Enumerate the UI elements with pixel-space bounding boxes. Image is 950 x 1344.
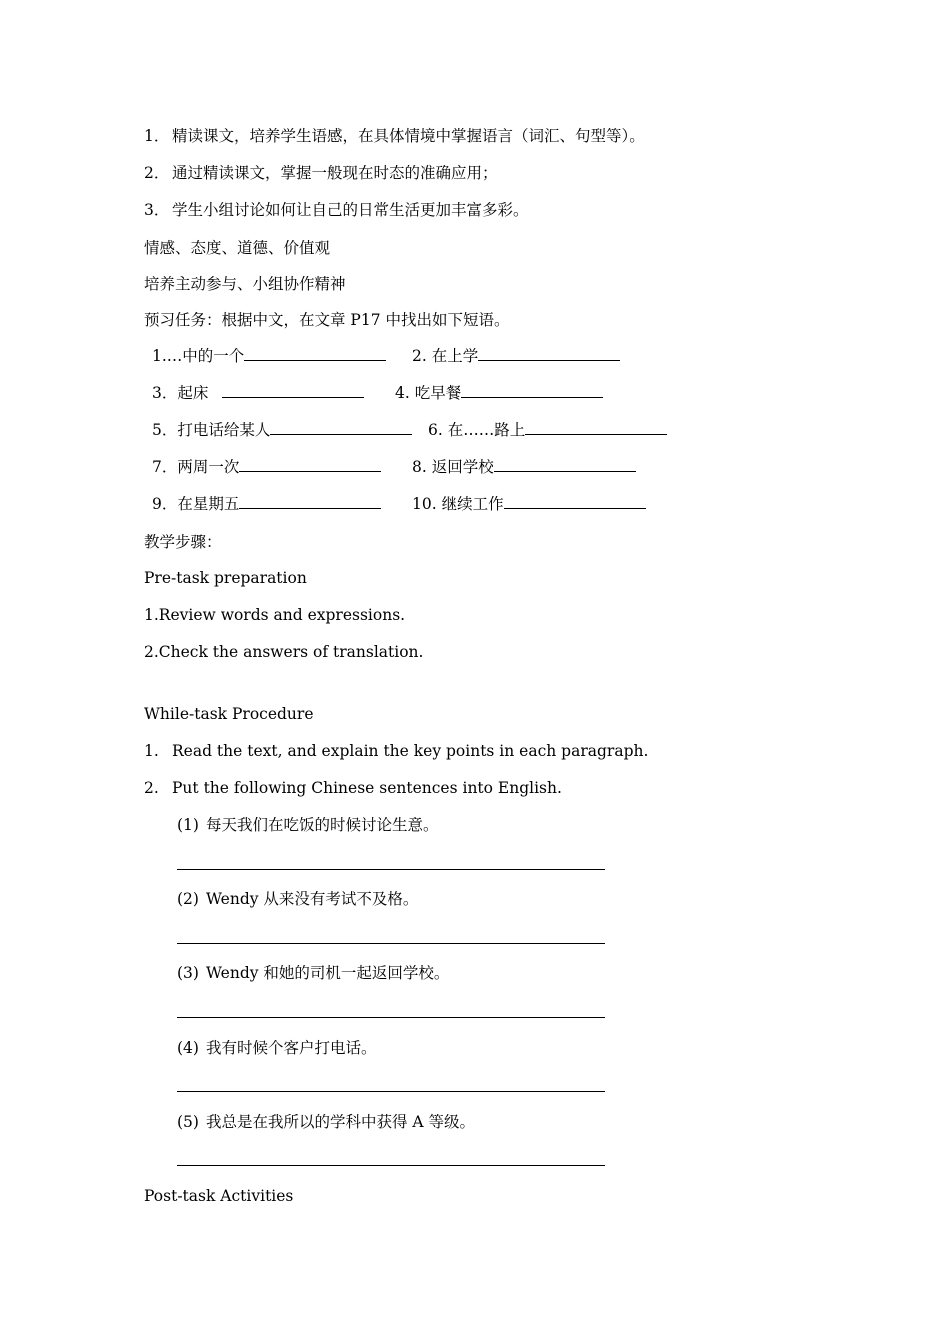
phrase-number: 4. xyxy=(395,384,410,402)
answer-line-4[interactable] xyxy=(177,1091,605,1092)
while-task-title: While-task Procedure xyxy=(144,705,314,723)
pre-task-item-2: 2.Check the answers of translation. xyxy=(144,643,424,661)
item-number: 1. xyxy=(144,742,159,760)
phrase-item-6 xyxy=(428,420,667,440)
sentence-number: (3) xyxy=(177,964,199,982)
sentence-2 xyxy=(177,889,418,909)
pre-task-item-1: 1.Review words and expressions. xyxy=(144,606,406,624)
phrase-item-4 xyxy=(395,383,603,403)
phrase-number: 5． xyxy=(152,421,178,439)
sentence-number: (4) xyxy=(177,1039,199,1057)
sentence-number: (5) xyxy=(177,1113,199,1131)
phrase-item-8 xyxy=(412,457,636,477)
sentence-3 xyxy=(177,963,449,983)
while-task-item-2 xyxy=(144,778,562,798)
phrase-item-1 xyxy=(152,346,386,366)
phrase-item-5 xyxy=(152,420,412,440)
objective-3 xyxy=(144,200,529,220)
item-text: Put the following Chinese sentences into English. xyxy=(172,779,562,797)
phrase-text: …中的一个 xyxy=(166,347,245,365)
phrase-text: 继续工作 xyxy=(441,495,504,513)
sentence-1 xyxy=(177,815,439,835)
answer-blank[interactable] xyxy=(239,494,381,509)
phrase-text: 返回学校 xyxy=(431,458,494,476)
sentence-text: 我总是在我所以的学科中获得 A 等级。 xyxy=(206,1113,476,1131)
answer-blank[interactable] xyxy=(504,494,646,509)
answer-blank[interactable] xyxy=(222,383,364,398)
sentence-text: 我有时候个客户打电话。 xyxy=(206,1039,377,1057)
phrase-text: 起床 xyxy=(177,384,209,402)
sentence-number: (1) xyxy=(177,816,199,834)
answer-line-5[interactable] xyxy=(177,1165,605,1166)
phrase-item-9 xyxy=(152,494,381,514)
emotion-heading: 情感、态度、道德、价值观 xyxy=(144,239,331,257)
objective-1 xyxy=(144,126,645,146)
phrase-number: 9． xyxy=(152,495,178,513)
phrase-item-7 xyxy=(152,457,381,477)
objective-2 xyxy=(144,163,498,183)
sentence-text: 每天我们在吃饭的时候讨论生意。 xyxy=(206,816,439,834)
phrase-number: 3． xyxy=(152,384,178,402)
sentence-4 xyxy=(177,1038,377,1058)
phrase-text: 在星期五 xyxy=(177,495,240,513)
phrase-number: 7． xyxy=(152,458,178,476)
phrase-number: 8. xyxy=(412,458,427,476)
answer-blank[interactable] xyxy=(478,346,620,361)
sentence-text: Wendy 和她的司机一起返回学校。 xyxy=(206,964,450,982)
item-text: Read the text, and explain the key points in each paragraph. xyxy=(172,742,649,760)
phrase-text: 打电话给某人 xyxy=(177,421,271,439)
phrase-number: 6. xyxy=(428,421,443,439)
sentence-5 xyxy=(177,1112,475,1132)
objective-number: 3． xyxy=(144,201,170,219)
phrase-number: 10. xyxy=(412,495,437,513)
answer-blank[interactable] xyxy=(239,457,381,472)
answer-blank[interactable] xyxy=(525,420,667,435)
post-task-title: Post-task Activities xyxy=(144,1187,294,1205)
phrase-number: 2. xyxy=(412,347,427,365)
answer-line-1[interactable] xyxy=(177,869,605,870)
phrase-text: 在……路上 xyxy=(447,421,526,439)
objective-number: 1． xyxy=(144,127,170,145)
steps-heading: 教学步骤： xyxy=(144,533,222,551)
pre-task-title: Pre-task preparation xyxy=(144,569,307,587)
answer-line-3[interactable] xyxy=(177,1017,605,1018)
answer-blank[interactable] xyxy=(461,383,603,398)
objective-text: 学生小组讨论如何让自己的日常生活更加丰富多彩。 xyxy=(172,201,529,219)
objective-number: 2． xyxy=(144,164,170,182)
item-number: 2. xyxy=(144,779,159,797)
phrase-text: 两周一次 xyxy=(177,458,240,476)
objective-text: 通过精读课文，掌握一般现在时态的准确应用； xyxy=(172,164,498,182)
answer-blank[interactable] xyxy=(494,457,636,472)
objective-text: 精读课文，培养学生语感，在具体情境中掌握语言（词汇、句型等）。 xyxy=(172,127,645,145)
emotion-text: 培养主动参与、小组协作精神 xyxy=(144,275,346,293)
sentence-text: Wendy 从来没有考试不及格。 xyxy=(206,890,419,908)
phrase-text: 吃早餐 xyxy=(414,384,462,402)
phrase-text: 在上学 xyxy=(431,347,479,365)
phrase-item-10 xyxy=(412,494,646,514)
preview-task: 预习任务：根据中文，在文章 P17 中找出如下短语。 xyxy=(144,311,510,329)
phrase-item-3 xyxy=(152,383,364,403)
answer-blank[interactable] xyxy=(244,346,386,361)
while-task-item-1 xyxy=(144,741,648,761)
answer-blank[interactable] xyxy=(270,420,412,435)
phrase-item-2 xyxy=(412,346,620,366)
sentence-number: (2) xyxy=(177,890,199,908)
answer-line-2[interactable] xyxy=(177,943,605,944)
phrase-number: 1. xyxy=(152,347,167,365)
